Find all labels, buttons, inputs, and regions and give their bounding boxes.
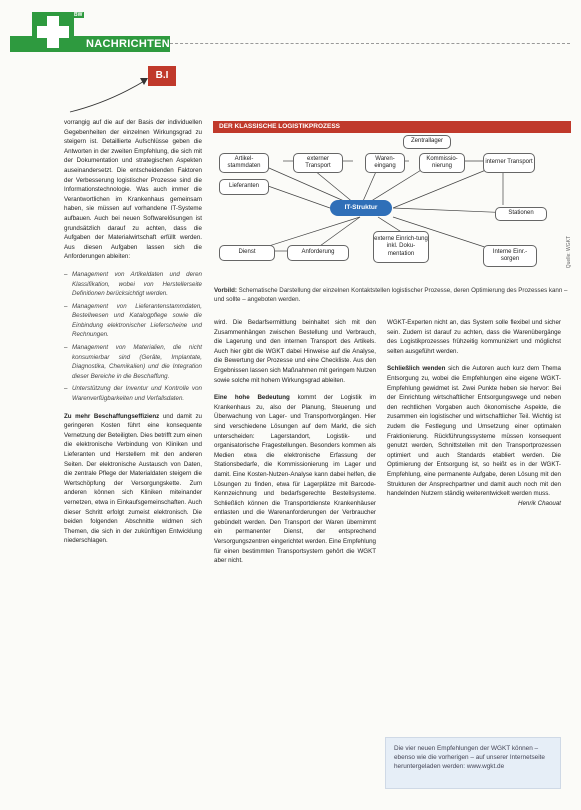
column-left: [64, 118, 202, 546]
node-dienst: Dienst: [219, 245, 275, 261]
column-right-p1: WGKT-Experten nicht an, das System solle flexibel und sicher sein. Zudem ist darauf zu achten, dass die Warenübergänge des Logistikprozesses frühzeitig kommuniziert und möglichst selten ausgeführt werden.: [387, 319, 561, 355]
list-item: – Management von Artikeldaten und deren Klassifikation, wobei von Herstellerseite Definitionen berücksichtigt werden.: [64, 270, 202, 299]
list-item: – Unterstützung der Inventur und Kontrolle von Warenverfügbarkeiten und Verfallsdaten.: [64, 384, 202, 403]
node-externer-transport: externer Transport: [293, 153, 343, 173]
info-box-text: Die vier neuen Empfehlungen der WGKT können – ebenso wie die vorherigen – auf unserer Internetseite heruntergeladen werden: www.wgkt.de: [394, 745, 545, 770]
subheading-bedeutung: Eine hohe Bedeutung: [214, 394, 290, 402]
node-anforderung: Anforderung: [287, 245, 349, 261]
node-externe-einrichtung: externe Einrich-tung inkl. Doku-mentation: [373, 231, 429, 263]
author-byline: Henrik Chaouat: [518, 499, 561, 507]
paragraph-schliesslich: [387, 364, 561, 498]
section-title: NACHRICHTEN: [86, 38, 170, 50]
column-right: [387, 318, 561, 508]
figure-heading: DER KLASSISCHE LOGISTIKPROZESS: [213, 121, 571, 133]
logistics-diagram: [213, 133, 571, 283]
list-item: – Management von Materialien, die nicht konsumierbar sind (Geräte, Implantate, Diagnostika, Chemikalien) und die Integration dieser Bereiche in die Beschaffung.: [64, 343, 202, 381]
requirements-list: [64, 270, 202, 404]
info-box: [385, 737, 561, 789]
logo-tag: BW: [74, 12, 83, 18]
subheading-schliesslich: Schließlich wenden: [387, 365, 446, 373]
node-interne-einrichtung: Interne Einr.-sorgen: [483, 245, 537, 267]
node-it-struktur: IT-Struktur: [330, 200, 392, 216]
list-item: – Management von Lieferantenstammdaten, Bestellwesen und Katalogpflege sowie die Einbindung elektronischer Lieferscheine und Rechnungen.: [64, 302, 202, 340]
node-lieferanten: Lieferanten: [219, 179, 269, 195]
node-stationen: Stationen: [495, 207, 547, 221]
text-beschaffung: und damit zu geringeren Kosten führt eine konsequente Vernetzung der Beteiligten. Dies betrifft zum einen die elektronische Verbindung von Kliniken und Lieferanten und Herstellern mit den anderen Seiten. Der elektronische Austausch von Daten, die zentrale Pflege der Materialdaten steigern die Wertschöpfung der Versorgungskette. Zum anderen können sich Kliniken miteinander vernetzen, etwa in Einkaufsgemeinschaften. Auch dieser Schritt erfolgt zumeist elektronisch. Die beiden folgenden Abschnitte widmen sich Themen, die sich in der zukünftigen Entwicklung niederschlagen.: [64, 412, 202, 545]
node-wareneingang: Waren-eingang: [365, 153, 405, 173]
node-zentrallager: Zentrallager: [403, 135, 451, 149]
column-middle-p1: wird. Die Bedarfsermittlung beinhaltet sich mit den Zusammenhängen zwischen Bestellung und Verbrauch, die Lagerung und den internen Transport des Artikels. Auch hier gibt die WGKT dabei Hinweise auf die Analyse, die Bewertung der Prozesse und eine Checkliste. Aus den Ergebnissen lassen sich Maßnahmen mit geringem Nutzen sowie solche mit hohem Wirkungsgrad ableiten.: [214, 319, 376, 384]
figure-source-note: Quelle: WGKT: [566, 236, 572, 269]
text-bedeutung: kommt der Logistik im Krankenhaus zu, also der Planung, Steuerung und Überwachung von Lager- und Transportvorgängen. Hier sind verschiedene Lösungen auf dem Markt, die sich unterscheiden: Lagerstandort, Logistik- und organisatorische Fragestellungen. Besonders kommen als Medien etwa die elektronische Erfassung der Stationsbedarfe, die Kommissionierung im Lager und damit. Eine Kosten-Nutzen-Analyse kann dabei helfen, die Lösungen zu finden, etwa für Lagerplätze mit Barcode-Kennzeichnung und bedarfsgerechte Bestellsysteme. Schließlich können die Transportdienste Krankenhäuser entlasten und die Warenanforderungen der Verbraucher gebündelt werden. Den Transport der Waren übernimmt ein permanenter Dienst, der entsprechend Versorgungszentren eingerichtet werden. Eine Empfehlung für einen bestimmten Transportsystem gehört die WGKT aber nicht.: [214, 394, 376, 565]
article-tag: B.I: [148, 66, 176, 86]
text-schliesslich: sich die Autoren auch kurz dem Thema Entsorgung zu, wobei die Empfehlungen eine eigene WGKT-Empfehlung gewidmet ist. Zwei Punkte heben sie hervor: Bei der Einrichtung wirtschaftlicher Entsorgungswege und neben den rechtlichen Vorgaben auch ökonomische Aspekte, die zusammen ein logistischer und wirtschaftlicher Teil. Wichtig ist zudem die Festlegung und Umsetzung einer optimalen Fraktionierung. Rückführungssysteme müssen konsequent genutzt werden, Schnittstellen mit den Transportprozessen optimiert und auch Standards etabliert werden. Die Optimierung der Entsorgung ist, so heißt es in der WGKT-Empfehlung, eine permanente Aufgabe, deren Lösung mit den Strukturen der Ansprechpartner und damit auch noch mit den handelnden Nutzern ständig weiterentwickelt werden muss.: [387, 365, 561, 498]
paragraph-bedeutung: [214, 393, 376, 566]
caption-lead: Vorbild:: [214, 287, 237, 294]
column-middle: [214, 318, 376, 566]
column-left-intro: vorrangig auf die auf der Basis der individuellen Gegebenheiten der einzelnen Wirkungsgrad zu steigern ist. Detaillierte Aufschlüsse geben die Antworten in der zweiten Empfehlung, die sich mit der Dokumentation und strategischen Aspekten auseinandersetzt. Die entscheidenden Faktoren der Verbesserung logistischer Prozesse sind die Informationstechnologie. Was auch immer die Verantwortlichen im Krankenhaus gemeinsam haben, sie müssen auf vorhandene IT-Systeme aufbauen. Auch bei neuen Softwarelösungen ist grundsätzlich darauf zu achten, dass die Aufgaben der Materialwirtschaft erfüllt werden. Aus diesen Aufgaben lassen sich die Anforderungen ableiten:: [64, 119, 202, 261]
paragraph-beschaffung: [64, 412, 202, 546]
figure-caption: [214, 286, 568, 304]
node-kommissionierung: Kommissio-nierung: [419, 153, 465, 173]
subheading-beschaffung: Zu mehr Beschaffungseffizienz: [64, 412, 160, 420]
caption-text: Schematische Darstellung der einzelnen Kontaktstellen logistischer Prozesse, deren Optimierung des Prozesses kann – und sollte – angeboten werden.: [214, 287, 568, 303]
node-interner-transport: interner Transport: [483, 153, 535, 173]
node-artikelstammdaten: Artikel-stammdaten: [219, 153, 269, 173]
